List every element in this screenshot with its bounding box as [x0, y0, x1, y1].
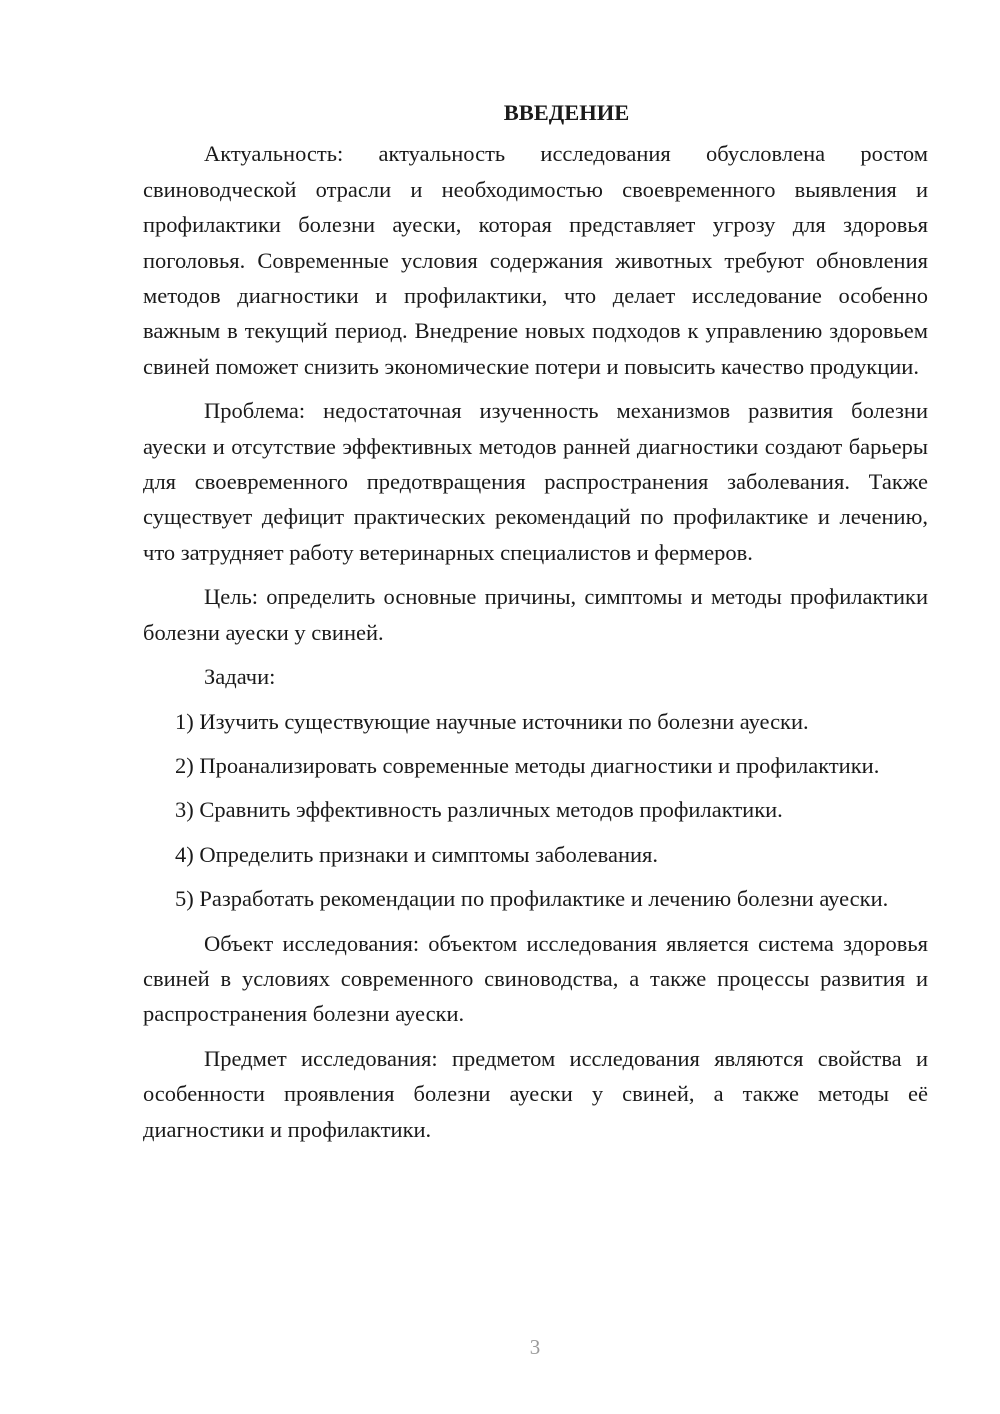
subject-paragraph: Предмет исследования: предметом исследования являются свойства и особенности проявления болезни ауески у свиней, а также методы её диагностики и профилактики. — [143, 1045, 928, 1142]
page-title: ВВЕДЕНИЕ — [503, 100, 630, 125]
task-item: 2) Проанализировать современные методы диагностики и профилактики. — [175, 752, 880, 778]
task-item: 1) Изучить существующие научные источники по болезни ауески. — [175, 708, 809, 734]
task-item: 3) Сравнить эффективность различных методов профилактики. — [175, 797, 783, 823]
task-item: 5) Разработать рекомендации по профилактике и лечению болезни ауески. — [175, 886, 889, 912]
relevance-paragraph: Актуальность: актуальность исследования обусловлена ростом свиноводческой отрасли и необходимостью своевременного выявления и профилактики болезни ауески, которая представляет угрозу для здоровья поголовья. Современные условия содержания животных требуют обновления методов диагностики и профилактики, что делает исследование особенно важным в текущий период. Внедрение новых подходов к управлению здоровьем свиней поможет снизить экономические потери и повысить качество продукции. — [143, 141, 928, 379]
problem-paragraph: Проблема: недостаточная изученность механизмов развития болезни ауески и отсутствие эффективных методов ранней диагностики создают барьеры для своевременного предотвращения распространения заболевания. Также существует дефицит практических рекомендаций по профилактике и лечению, что затрудняет работу ветеринарных специалистов и фермеров. — [143, 398, 928, 565]
task-item: 4) Определить признаки и симптомы заболевания. — [175, 841, 659, 867]
tasks-heading: Задачи: — [204, 664, 276, 690]
goal-paragraph: Цель: определить основные причины, симптомы и методы профилактики болезни ауески у свиней. — [143, 584, 928, 645]
object-paragraph: Объект исследования: объектом исследования является система здоровья свиней в условиях современного свиноводства, а также процессы развития и распространения болезни ауески. — [143, 930, 928, 1027]
page-content — [143, 95, 928, 1156]
page-number: 3 — [529, 1335, 541, 1359]
